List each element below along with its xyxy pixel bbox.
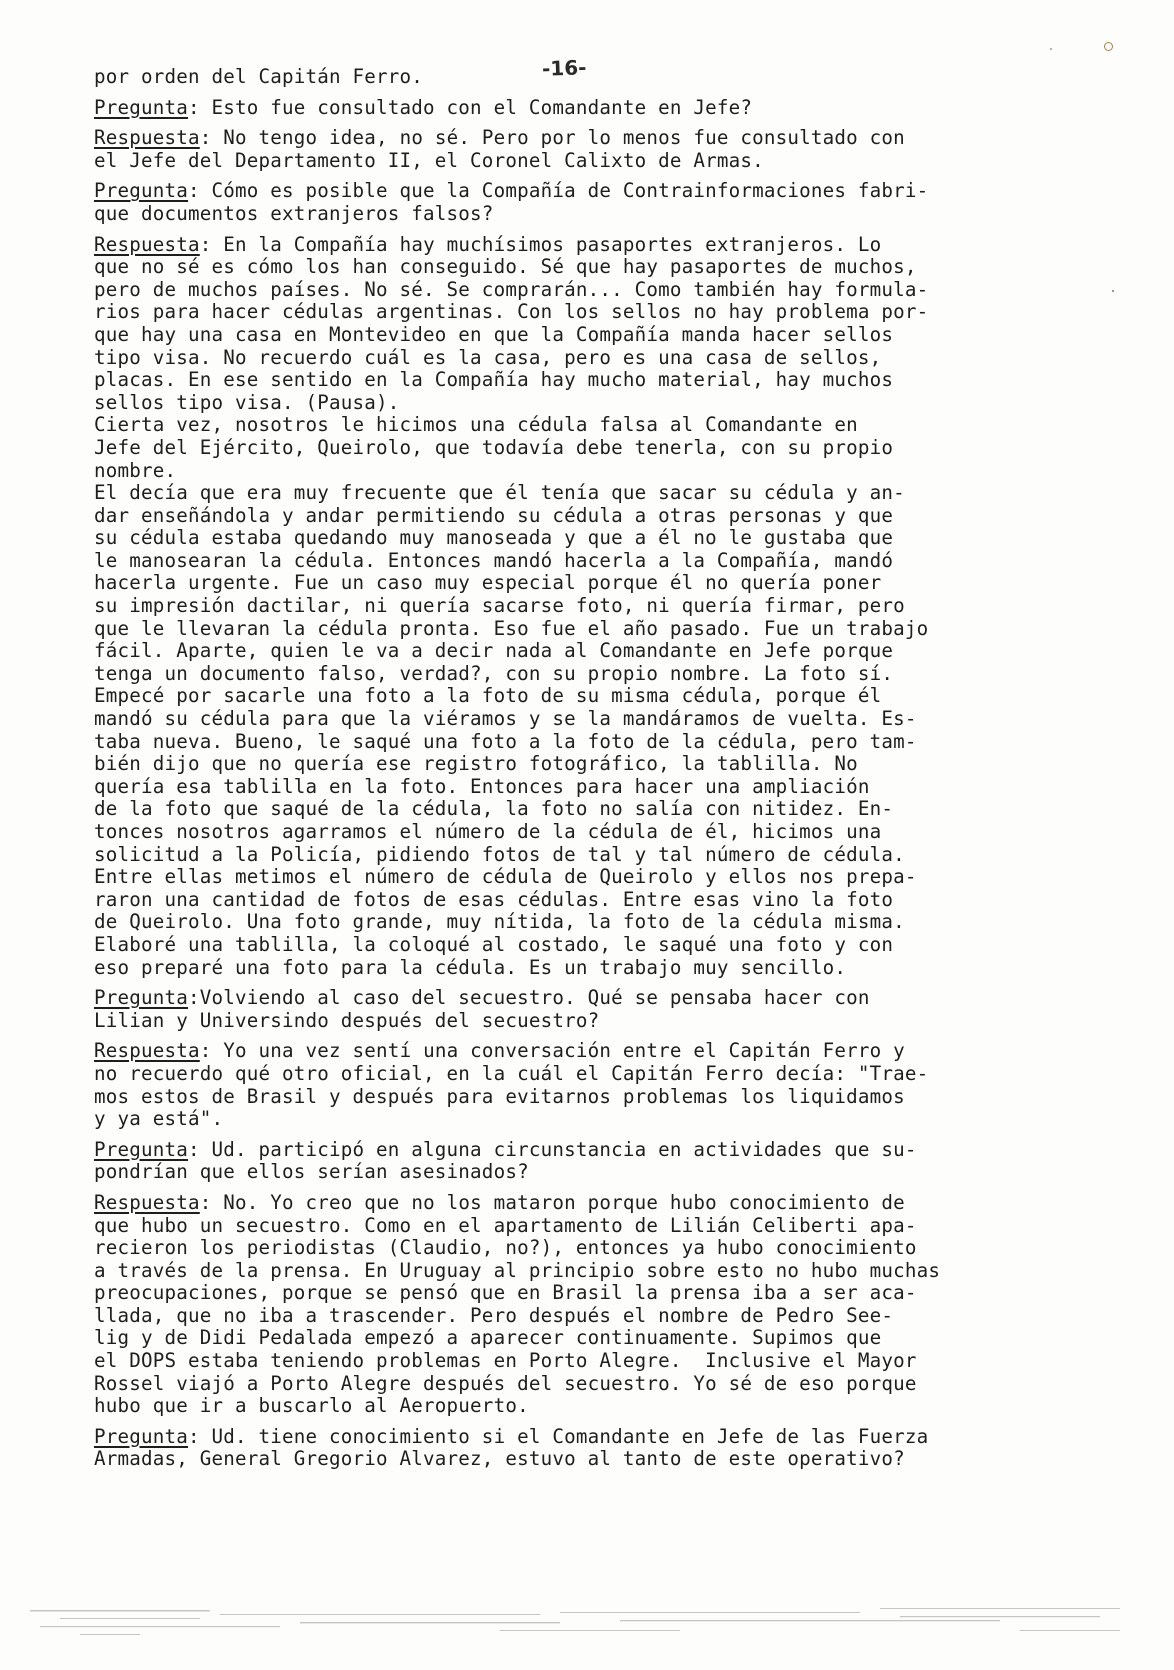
line-text: dar enseñándola y andar permitiendo su cédula a otras personas y que — [94, 503, 894, 527]
line-text: Rossel viajó a Porto Alegre después del secuestro. Yo sé de eso porque — [94, 1371, 917, 1395]
speaker-label: Pregunta — [94, 179, 189, 203]
speaker-label: Pregunta — [94, 1424, 189, 1448]
line-text: : Cómo es posible que la Compañía de Contrainformaciones fabri- — [188, 179, 929, 203]
line-text: tenga un documento falso, verdad?, con su propio nombre. La foto sí. — [94, 661, 894, 685]
line-text: Entre ellas metimos el número de cédula de Queirolo y ellos nos prepa- — [94, 865, 917, 889]
text-line — [94, 987, 1104, 1010]
text-line — [94, 180, 1104, 203]
line-text: que hubo un secuestro. Como en el apartamento de Lilián Celiberti apa- — [94, 1213, 917, 1237]
line-text: : No tengo idea, no sé. Pero por lo menos fue consultado con — [199, 126, 905, 150]
line-text: Lilian y Universindo después del secuestro? — [94, 1008, 600, 1032]
line-text: mandó su cédula para que la viéramos y se la mandáramos de vuelta. Es- — [94, 707, 917, 731]
line-text: : Ud. tiene conocimiento si el Comandante en Jefe de las Fuerza — [188, 1424, 929, 1448]
text-line — [94, 663, 1104, 686]
text-line — [94, 1161, 1104, 1184]
line-text: no recuerdo qué otro oficial, en la cuál el Capitán Ferro decía: "Trae- — [94, 1061, 929, 1085]
speaker-label: Respuesta — [94, 126, 200, 150]
text-line — [94, 347, 1104, 370]
text-line — [94, 1448, 1104, 1471]
line-text: fácil. Aparte, quien le va a decir nada al Comandante en Jefe porque — [94, 639, 894, 663]
text-line — [94, 369, 1104, 392]
text-line — [94, 437, 1104, 460]
text-line — [94, 1063, 1104, 1086]
respuesta-paragraph — [94, 1040, 1104, 1130]
speaker-label: Pregunta — [94, 95, 189, 119]
speaker-label: Respuesta — [94, 1190, 200, 1214]
respuesta-paragraph — [94, 1192, 1104, 1418]
text-line — [94, 392, 1104, 415]
text-line — [94, 595, 1104, 618]
line-text: hacerla urgente. Fue un caso muy especial porque él no quería poner — [94, 571, 882, 595]
text-line — [94, 1086, 1104, 1109]
pregunta-paragraph — [94, 1426, 1104, 1471]
scan-noise-strip — [0, 1600, 1174, 1660]
line-text: solicitud a la Policía, pidiendo fotos de tal y tal número de cédula. — [94, 842, 905, 866]
line-text: rios para hacer cédulas argentinas. Con los sellos no hay problema por- — [94, 300, 929, 324]
line-text: y ya está". — [94, 1107, 224, 1131]
line-text: pondrían que ellos serían asesinados? — [94, 1160, 529, 1184]
line-text: Elaboré una tablilla, la coloqué al costado, le saqué una foto y con — [94, 932, 894, 956]
text-line — [94, 844, 1104, 867]
line-text: su impresión dactilar, ni quería sacarse foto, ni quería firmar, pero — [94, 594, 905, 618]
speaker-label: Respuesta — [94, 1039, 200, 1063]
text-line — [94, 1305, 1104, 1328]
text-line — [94, 234, 1104, 257]
line-text: llada, que no iba a trascender. Pero después el nombre de Pedro See- — [94, 1303, 894, 1327]
text-line — [94, 1215, 1104, 1238]
line-text: Empecé por sacarle una foto a la foto de su misma cédula, porque él — [94, 684, 882, 708]
line-text: raron una cantidad de fotos de esas cédulas. Entre esas vino la foto — [94, 887, 894, 911]
text-line — [94, 550, 1104, 573]
respuesta-paragraph — [94, 127, 1104, 172]
text-line — [94, 1426, 1104, 1449]
line-text: Jefe del Ejército, Queirolo, que todavía debe tenerla, con su propio — [94, 435, 894, 459]
text-line — [94, 414, 1104, 437]
line-text: que le llevaran la cédula pronta. Eso fue el año pasado. Fue un trabajo — [94, 616, 929, 640]
text-paragraph — [94, 482, 1104, 979]
line-text: a través de la prensa. En Uruguay al principio sobre esto no hubo muchas — [94, 1258, 941, 1282]
text-line — [94, 150, 1104, 173]
line-text: eso preparé una foto para la cédula. Es un trabajo muy sencillo. — [94, 955, 847, 979]
line-text: el Jefe del Departamento II, el Coronel Calixto de Armas. — [94, 148, 764, 172]
text-line — [94, 618, 1104, 641]
page-number: -16- — [541, 55, 587, 81]
text-line — [94, 821, 1104, 844]
line-text: preocupaciones, porque se pensó que en Brasil la prensa iba a ser aca- — [94, 1281, 917, 1305]
text-line — [94, 1395, 1104, 1418]
text-line — [94, 1350, 1104, 1373]
text-line — [94, 482, 1104, 505]
line-text: : Yo una vez sentí una conversación entre el Capitán Ferro y — [199, 1039, 905, 1063]
text-line — [94, 97, 1104, 120]
text-line — [94, 798, 1104, 821]
text-paragraph — [94, 414, 1104, 482]
text-line — [94, 505, 1104, 528]
text-line — [94, 203, 1104, 226]
text-line — [94, 256, 1104, 279]
text-line — [94, 1237, 1104, 1260]
speaker-label: Pregunta — [94, 1137, 189, 1161]
text-line — [94, 572, 1104, 595]
scan-speck — [1104, 42, 1113, 51]
text-line — [94, 1327, 1104, 1350]
transcript-body — [94, 66, 1104, 1479]
text-line — [94, 1108, 1104, 1131]
text-line — [94, 1260, 1104, 1283]
respuesta-paragraph — [94, 234, 1104, 415]
line-text: El decía que era muy frecuente que él tenía que sacar su cédula y an- — [94, 481, 905, 505]
line-text: tonces nosotros agarramos el número de la cédula de él, hicimos una — [94, 820, 882, 843]
line-text: quería esa tablilla en la foto. Entonces para hacer una ampliación — [94, 774, 870, 798]
text-line — [94, 640, 1104, 663]
text-line — [94, 934, 1104, 957]
text-line — [94, 1192, 1104, 1215]
line-text: :Volviendo al caso del secuestro. Qué se pensaba hacer con — [188, 986, 870, 1010]
text-line — [94, 708, 1104, 731]
text-line — [94, 324, 1104, 347]
line-text: de la foto que saqué de la cédula, la foto no salía con nitidez. En- — [94, 797, 894, 821]
line-text: que documentos extranjeros falsos? — [94, 201, 494, 225]
speaker-label: Pregunta — [94, 986, 189, 1010]
line-text: su cédula estaba quedando muy manoseada y que a él no le gustaba que — [94, 526, 894, 550]
pregunta-paragraph — [94, 97, 1104, 120]
text-paragraph — [94, 66, 1104, 89]
text-line — [94, 753, 1104, 776]
text-line — [94, 66, 1104, 89]
text-line — [94, 957, 1104, 980]
line-text: placas. En ese sentido en la Compañía hay mucho material, hay muchos — [94, 368, 894, 392]
text-line — [94, 1040, 1104, 1063]
line-text: le manosearan la cédula. Entonces mandó hacerla a la Compañía, mandó — [94, 548, 894, 572]
text-line — [94, 1282, 1104, 1305]
line-text: nombre. — [94, 458, 177, 482]
line-text: tipo visa. No recuerdo cuál es la casa, pero es una casa de sellos, — [94, 345, 882, 369]
line-text: taba nueva. Bueno, le saqué una foto a la foto de la cédula, pero tam- — [94, 729, 917, 753]
line-text: recieron los periodistas (Claudio, no?), entonces ya hubo conocimiento — [94, 1236, 917, 1260]
text-line — [94, 279, 1104, 302]
line-text: lig y de Didi Pedalada empezó a aparecer continuamente. Supimos que — [94, 1326, 882, 1350]
line-text: : Esto fue consultado con el Comandante en Jefe? — [188, 95, 753, 119]
line-text: pero de muchos países. No sé. Se comprarán... Como también hay formula- — [94, 277, 929, 301]
line-text: Cierta vez, nosotros le hicimos una cédula falsa al Comandante en — [94, 413, 858, 437]
line-text: que no sé es cómo los han conseguido. Sé que hay pasaportes de muchos, — [94, 255, 917, 279]
text-line — [94, 866, 1104, 889]
scan-speck — [1112, 290, 1114, 292]
line-text: el DOPS estaba teniendo problemas en Porto Alegre. Inclusive el Mayor — [94, 1349, 917, 1373]
line-text: Armadas, General Gregorio Alvarez, estuvo al tanto de este operativo? — [94, 1447, 905, 1471]
text-line — [94, 460, 1104, 483]
text-line — [94, 127, 1104, 150]
pregunta-paragraph — [94, 1139, 1104, 1184]
text-line — [94, 889, 1104, 912]
text-line — [94, 1373, 1104, 1396]
scan-speck — [1050, 48, 1052, 50]
speaker-label: Respuesta — [94, 232, 200, 256]
text-line — [94, 776, 1104, 799]
line-text: sellos tipo visa. (Pausa). — [94, 390, 400, 414]
line-text: que hay una casa en Montevideo en que la Compañía manda hacer sellos — [94, 322, 894, 346]
text-line — [94, 685, 1104, 708]
pregunta-paragraph — [94, 987, 1104, 1032]
pregunta-paragraph — [94, 180, 1104, 225]
line-text: hubo que ir a buscarlo al Aeropuerto. — [94, 1394, 529, 1418]
text-line — [94, 1139, 1104, 1162]
line-text: de Queirolo. Una foto grande, muy nítida, la foto de la cédula misma. — [94, 910, 905, 934]
text-line — [94, 527, 1104, 550]
text-line — [94, 911, 1104, 934]
line-text: bién dijo que no quería ese registro fotográfico, la tablilla. No — [94, 752, 858, 776]
line-text: mos estos de Brasil y después para evitarnos problemas los liquidamos — [94, 1084, 905, 1108]
text-line — [94, 301, 1104, 324]
line-text: : En la Compañía hay muchísimos pasaportes extranjeros. Lo — [199, 232, 882, 256]
text-line — [94, 731, 1104, 754]
text-line — [94, 1010, 1104, 1033]
line-text: : Ud. participó en alguna circunstancia en actividades que su- — [188, 1137, 917, 1161]
line-text: : No. Yo creo que no los mataron porque hubo conocimiento de — [199, 1190, 905, 1214]
line-text: por orden del Capitán Ferro. — [94, 65, 424, 88]
